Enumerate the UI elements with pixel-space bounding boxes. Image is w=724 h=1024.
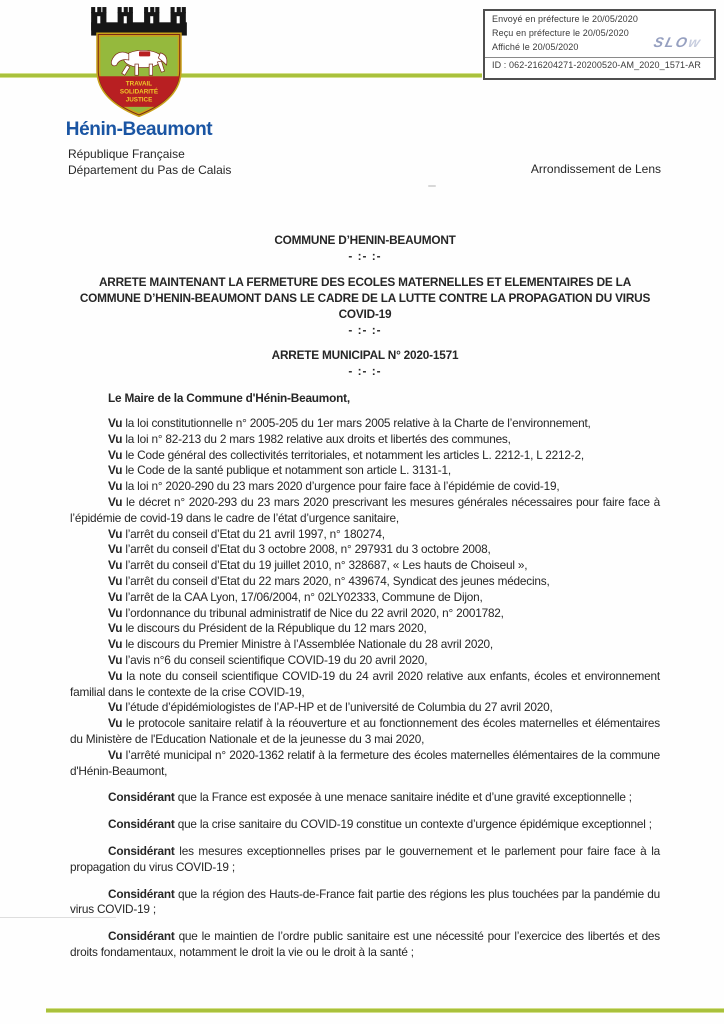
recital-text: la note du conseil scientifique COVID-19 du 24 avril 2020 relative aux enfants, écoles et environnement familial dans le contexte de la crise COVID-19,: [70, 668, 660, 699]
recital-lead: Vu: [108, 573, 123, 588]
recital-lead: Vu: [108, 494, 123, 509]
stamp-sent-line: Envoyé en préfecture le 20/05/2020: [492, 14, 639, 24]
recital-item: [70, 700, 660, 716]
scan-smudge: [428, 185, 436, 187]
department-line: Département du Pas de Calais: [68, 162, 232, 177]
recital-text: l’arrêt du conseil d’Etat du 19 juillet 2010, n° 328687, « Les hauts de Choiseul »,: [122, 558, 528, 573]
castle-icon: [91, 7, 187, 36]
scan-artifact-line: [0, 917, 116, 918]
recital-text: l’avis n°6 du conseil scientifique COVID-19 du 20 avril 2020,: [122, 652, 428, 667]
considerant-text: que la crise sanitaire du COVID-19 constitue un contexte d’urgence épidémique exceptionnel ;: [174, 817, 652, 832]
recital-text: l’arrêt du conseil d’Etat du 22 mars 2020, n° 439674, Syndicat des jeunes médecins,: [122, 573, 550, 588]
recital-lead: Vu: [108, 431, 123, 446]
slow-logo-suffix: w: [687, 34, 703, 50]
recital-item: [70, 479, 660, 495]
salutation: Le Maire de la Commune d'Hénin-Beaumont,: [108, 391, 350, 405]
recital-item: [70, 621, 660, 637]
city-wordmark: Hénin-Beaumont: [65, 119, 213, 140]
stamp-posted-text: Affiché le 20/05/2020: [492, 42, 579, 52]
prefecture-stamp: [483, 9, 716, 80]
recital-item: [70, 606, 660, 622]
recital-item: [70, 527, 660, 543]
considerant-text: que le maintien de l’ordre public sanitaire est une nécessité pour l’exercice des libertés et des droits fondamentaux, notamment le droit la vie ou le droit à la santé ;: [70, 929, 660, 959]
document-title: ARRETE MAINTENANT LA FERMETURE DES ECOLES MATERNELLES ET ELEMENTAIRES DE LA COMMUNE D’HENIN-BEAUMONT DANS LE CADRE DE LA LUTTE CONTRE LA PROPAGATION DU VIRUS COVID-19: [79, 275, 651, 321]
recital-text: l’ordonnance du tribunal administratif de Nice du 22 avril 2020, n° 2001782,: [122, 605, 504, 620]
recital-item: [70, 716, 660, 748]
considerant-item: [70, 929, 660, 961]
recital-lead: Vu: [108, 526, 123, 541]
recital-text: l’arrêté municipal n° 2020-1362 relatif à la fermeture des écoles maternelles élémentaires de la commune d'Hénin-Beaumont,: [70, 747, 660, 778]
considerant-lead: Considérant: [108, 790, 175, 805]
considerant-lead: Considérant: [108, 929, 175, 944]
recital-lead: Vu: [108, 668, 123, 683]
recital-item: [70, 653, 660, 669]
arrete-number: ARRETE MUNICIPAL N° 2020-1571: [271, 348, 459, 362]
recital-lead: Vu: [108, 447, 123, 462]
recital-lead: Vu: [108, 416, 123, 430]
recital-item: [70, 463, 660, 479]
arrondissement-line: Arrondissement de Lens: [530, 162, 661, 176]
recital-item: [70, 669, 660, 701]
recital-lead: Vu: [108, 479, 123, 494]
letterhead-bottom-rule: [46, 1009, 724, 1012]
slow-platform-logo: [652, 34, 703, 50]
considerant-lead: Considérant: [108, 843, 175, 858]
motto-line-3: JUSTICE: [125, 96, 153, 104]
heading-separator: - :- :-: [348, 323, 382, 337]
recital-item: [70, 558, 660, 574]
recital-text: l’arrêt du conseil d’Etat du 21 avril 1997, n° 180274,: [122, 526, 385, 541]
considerant-item: [70, 817, 660, 833]
considerant-lead: Considérant: [108, 886, 175, 901]
considerant-item: [70, 790, 660, 806]
recital-lead: Vu: [108, 621, 123, 636]
recital-lead: Vu: [108, 747, 123, 762]
considerant-text: que la région des Hauts-de-France fait partie des régions les plus touchées par la pandémie du virus COVID-19 ;: [70, 886, 660, 917]
heading-separator: - :- :-: [348, 249, 382, 263]
stamp-id-line: ID : 062-216204271-20200520-AM_2020_1571-AR: [485, 57, 714, 71]
recital-item: [70, 542, 660, 558]
recital-lead: Vu: [108, 542, 123, 557]
castle-windows: [97, 16, 179, 23]
recital-text: l’étude d’épidémiologistes de l’AP-HP et de l’université de Columbia du 27 avril 2020,: [122, 700, 553, 715]
coat-of-arms-icon: [87, 5, 191, 117]
motto-line-1: TRAVAIL: [125, 80, 153, 88]
recital-item: [70, 432, 660, 448]
recital-text: la loi constitutionnelle n° 2005-205 du 1er mars 2005 relative à la Charte de l’environnement,: [122, 416, 591, 430]
recital-text: le Code général des collectivités territoriales, et notamment les articles L. 2212-1, L 2212-2,: [122, 447, 584, 462]
republic-line: République Française: [68, 147, 185, 161]
recital-text: le protocole sanitaire relatif à la réouverture et au fonctionnement des écoles maternelles et élémentaires du Ministère de l'Education Nationale et de la jeunesse du 3 mai 2020,: [70, 716, 660, 746]
heading-separator: - :- :-: [348, 364, 382, 378]
recitals-list: [70, 416, 660, 779]
considerant-text: que la France est exposée à une menace sanitaire inédite et d’une gravité exceptionnelle ;: [174, 790, 632, 805]
recital-item: [70, 574, 660, 590]
city-logo: [62, 5, 216, 141]
recital-lead: Vu: [108, 558, 123, 573]
recital-text: le décret n° 2020-293 du 23 mars 2020 prescrivant les mesures générales nécessaires pour faire face à l’épidémie de covid-19 dans le cadre de l’état d’urgence sanitaire,: [70, 494, 660, 525]
considerant-item: [70, 844, 660, 876]
recital-item: [70, 448, 660, 464]
recital-text: l’arrêt de la CAA Lyon, 17/06/2004, n° 02LY02333, Commune de Dijon,: [122, 589, 483, 604]
recital-text: la loi n° 82-213 du 2 mars 1982 relative aux droits et libertés des communes,: [122, 431, 511, 446]
considerant-item: [70, 887, 660, 919]
recital-text: le discours du Premier Ministre à l’Assemblée Nationale du 28 avril 2020,: [122, 637, 493, 652]
recital-item: [70, 495, 660, 527]
stamp-received-line: Reçu en préfecture le 20/05/2020: [492, 28, 629, 38]
recital-text: l’arrêt du conseil d’Etat du 3 octobre 2008, n° 297931 du 3 octobre 2008,: [122, 542, 491, 557]
recital-lead: Vu: [108, 605, 123, 620]
considerant-text: les mesures exceptionnelles prises par le gouvernement et le parlement pour faire face à la propagation du virus COVID-19 ;: [70, 843, 660, 874]
recital-lead: Vu: [108, 589, 123, 604]
heading-commune: COMMUNE D’HENIN-BEAUMONT: [274, 233, 456, 247]
recital-item: [70, 590, 660, 606]
recital-lead: Vu: [108, 716, 123, 731]
recital-lead: Vu: [108, 463, 123, 478]
recital-item: [70, 416, 660, 432]
considerant-lead: Considérant: [108, 817, 175, 832]
motto-line-2: SOLIDARITÉ: [119, 88, 159, 96]
stamp-posted-line: [485, 34, 714, 53]
recital-text: le discours du Président de la République du 12 mars 2020,: [122, 621, 427, 636]
recital-lead: Vu: [108, 652, 123, 667]
recital-lead: Vu: [108, 700, 123, 715]
recital-text: le Code de la santé publique et notamment son article L. 3131-1,: [122, 463, 451, 478]
document-body: [70, 232, 660, 961]
recital-lead: Vu: [108, 637, 123, 652]
recital-item: [70, 748, 660, 780]
republic-department-block: [68, 147, 231, 178]
slow-logo-text: SLO: [652, 34, 692, 50]
considerants-list: [70, 790, 660, 960]
recital-text: la loi n° 2020-290 du 23 mars 2020 d’urgence pour faire face à l’épidémie de covid-19,: [122, 479, 560, 494]
recital-item: [70, 637, 660, 653]
